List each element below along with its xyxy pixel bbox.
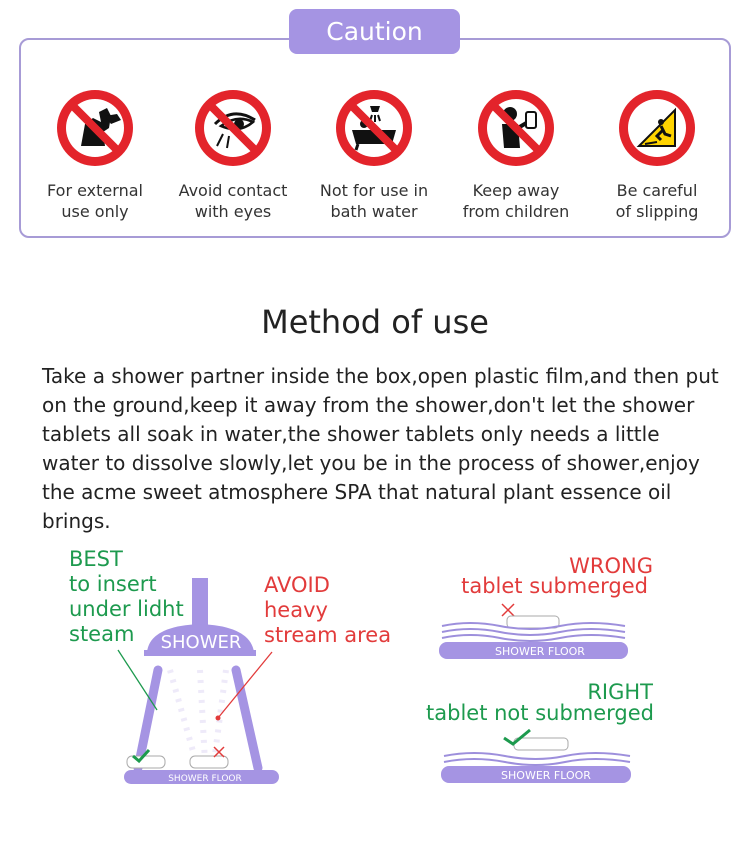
slippery-icon [617, 88, 697, 168]
shower-floor-label: SHOWER FLOOR [495, 645, 585, 658]
warning-label-line: of slipping [615, 202, 699, 221]
right-title: RIGHT [587, 680, 653, 704]
tablet-good [127, 756, 165, 768]
tablet-bad [190, 756, 228, 768]
keep-away-children-icon [476, 88, 556, 168]
shower-floor-label: SHOWER FLOOR [501, 769, 591, 782]
avoid-label: AVOID [264, 573, 330, 597]
best-pointer [118, 650, 157, 710]
warning-eye-contact [163, 88, 303, 222]
tablet-submerged [507, 616, 559, 628]
no-eye-contact-icon [193, 88, 273, 168]
shower-illustration [69, 547, 391, 784]
caution-title: Caution [289, 9, 460, 54]
warning-external-use [25, 88, 165, 222]
tablet-above-water [514, 738, 568, 750]
best-label: steam [69, 622, 135, 646]
warning-label-line: from children [462, 202, 570, 221]
spray-right [236, 670, 258, 768]
right-subtitle: tablet not submerged [426, 701, 654, 725]
no-bath-icon [334, 88, 414, 168]
method-title: Method of use [261, 303, 489, 341]
avoid-point [216, 716, 221, 721]
best-label: to insert [69, 572, 157, 596]
shower-floor-label: SHOWER FLOOR [168, 774, 242, 784]
warning-children [446, 88, 586, 222]
avoid-label: heavy [264, 598, 328, 622]
warning-label-line: Not for use in [319, 181, 429, 200]
warning-label-line: Keep away [472, 181, 560, 200]
warning-label-line: For external [47, 181, 143, 200]
shower-label: SHOWER [160, 632, 242, 653]
shower-pipe [192, 578, 208, 628]
warning-bath-water [304, 88, 444, 222]
warning-label-line: with eyes [194, 202, 272, 221]
warning-label-line: Avoid contact [178, 181, 288, 200]
no-external-use-icon [55, 88, 135, 168]
warning-label-line: use only [61, 202, 129, 221]
best-label: BEST [69, 547, 123, 571]
wrong-example [439, 554, 653, 659]
method-description: Take a shower partner inside the box,open plastic film,and then put on the ground,keep it away from the shower,don't let the shower tablets all soak in water,the shower tablets only needs a little water to dissolve slowly,let you be in the process of shower,enjoy the acme sweet atmosphere SPA that natural plant essence oil brings. [42, 364, 719, 533]
wrong-title: WRONG [569, 554, 653, 578]
best-label: under lidht [69, 597, 184, 621]
warning-label-line: Be careful [616, 181, 698, 200]
warning-slipping [587, 88, 727, 222]
warning-label-line: bath water [330, 202, 418, 221]
usage-diagram [0, 530, 750, 846]
wrong-subtitle: tablet submerged [461, 574, 648, 598]
avoid-label: stream area [264, 623, 392, 647]
cross-icon [502, 604, 514, 616]
right-example [426, 680, 654, 783]
